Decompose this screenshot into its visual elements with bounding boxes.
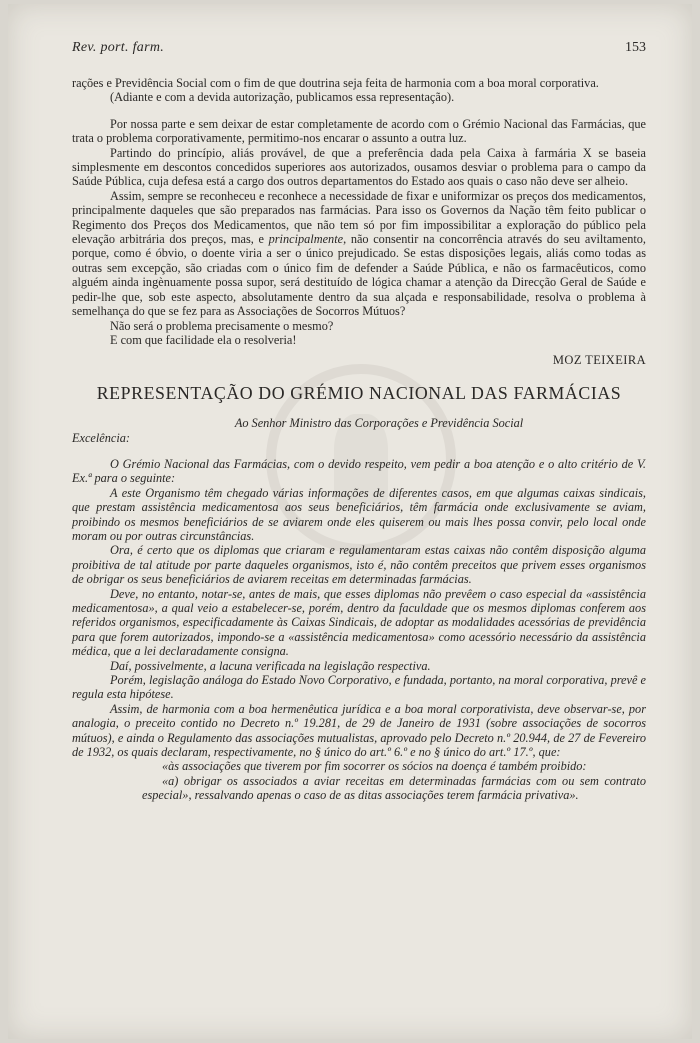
rep-paragraph-2: A este Organismo têm chegado várias informações de diferentes casos, em que algumas caixas sindicais, que prestam assistência medicamentosa aos seus beneficiários, têm farmácia onde exclusivamente se aviam, proibindo os mesmos beneficiários de se aviarem onde eles quiserem ou mais lhes possa convir, pelo local onde moram ou por outras circunstâncias.: [72, 485, 646, 543]
paragraph-2: Partindo do princípio, aliás provável, de que a preferência dada pela Caixa à farmária X se baseia simplesmente em descontos concedidos superiores aos autorizados, ousamos desviar o problema para o campo da Saúde Pública, cuja defesa está a cargo dos outros departamentos do Estado aos quais o caso não deve ser alheio.: [72, 145, 646, 189]
legal-quote: [72, 759, 646, 802]
quote-line-1: «às associações que tiverem por fim socorrer os sócios na doença é também proibido:: [162, 759, 587, 774]
addressee-line: Ao Senhor Ministro das Corporações e Previdência Social: [234, 416, 524, 431]
journal-title: Rev. port. farm.: [72, 40, 165, 55]
rep-paragraph-6: Porém, legislação análoga do Estado Novo Corporativo, e fundada, portanto, na moral corporativa, prevê e regula esta hipótese.: [72, 673, 646, 702]
rep-paragraph-1: O Grémio Nacional das Farmácias, com o devido respeito, vem pedir a boa atenção e o alto critério de V. Ex.ª para o seguinte:: [72, 456, 646, 486]
paragraph-1: Por nossa parte e sem deixar de estar completamente de acordo com o Grémio Nacional das Farmácias, que trata o problema corporativamente, permitimo-nos encarar o assunto a outra luz.: [72, 116, 646, 146]
document-page: [8, 4, 692, 1039]
paragraph-5: E com que facilidade ela o resolveria!: [110, 332, 297, 347]
page-number: 153: [625, 40, 646, 55]
paragraph-note: (Adiante e com a devida autorização, publicamos essa representação).: [110, 90, 455, 105]
page-header: [72, 40, 646, 62]
emphasis-principalmente: principalmente: [268, 232, 344, 247]
paragraph-4: Não será o problema precisamente o mesmo?: [110, 318, 334, 333]
rep-paragraph-7: Assim, de harmonia com a boa hermenêutica jurídica e a boa moral corporativista, deve observar-se, por analogia, o preceito contido no Decreto n.º 19.281, de 29 de Janeiro de 1931 (sobre associações de socorros mútuos), e ainda o Regulamento das associações mutualistas, aprovado pelo Decreto n.º 20.944, de 27 de Fevereiro de 1932, os quais declaram, respectivamente, no § único do art.º 6.º e no § único do art.º 17.º, que:: [72, 701, 646, 760]
section-title: REPRESENTAÇÃO DO GRÉMIO NACIONAL DAS FARMÁCIAS: [96, 382, 622, 403]
author-signature: MOZ TEIXEIRA: [552, 353, 646, 368]
page-body: [72, 76, 646, 803]
rep-paragraph-3: Ora, é certo que os diplomas que criaram e regulamentaram estas caixas não contêm disposição alguma proibitiva de tal atitude por parte daqueles organismos, isto é, não contêm preceitos que privem esses organismos de obrigar os seus beneficiários de aviarem receitas em determinadas farmácias.: [72, 543, 646, 587]
paragraph-continued: rações e Previdência Social com o fim de que doutrina seja feita de harmonia com a boa moral corporativa.: [72, 76, 599, 90]
rep-paragraph-4: Deve, no entanto, notar-se, antes de mais, que esses diplomas não prevêem o caso especial da «assistência medicamentosa», a qual veio a estabelecer-se, porém, dentro da faculdade que os mesmos diplomas conferem aos referidos organismos, especificadamente às Caixas Sindicais, de adoptar as modalidades acessórias de previdência para que forem autorizados, impondo-se a «assistência medicamentosa» como acessório necessário da assistência médica, que a lei declaradamente consigna.: [72, 586, 646, 659]
paragraph-3-part1: Assim, sempre se reconheceu e reconhece a necessidade de fixar e uniformizar os preços dos medicamentos, principalmente daqueles que são preparados nas farmácias. Para isso os Governos da Nação têm feito publicar o Regimento dos Preços dos Medicamentos, que não tem só por fim impossibilitar a exploração do público pela elevação arbitrária dos preços, mas, e: [72, 188, 646, 247]
paragraph-3: [72, 189, 646, 319]
salutation: Excelência:: [72, 430, 131, 445]
rep-paragraph-5: Daí, possivelmente, a lacuna verificada na legislação respectiva.: [110, 658, 431, 673]
quote-line-2: «a) obrigar os associados a aviar receitas em determinadas farmácias com ou sem contrato especial», ressalvando apenas o caso de as ditas associações terem farmácia privativa».: [142, 773, 646, 803]
paragraph-3-part2: , não consentir na concorrência através do seu aviltamento, porque, como é óbvio, o doente viria a ser o único prejudicado. Se estas disposições legais, aliás como todas as outras sem excepção, são criadas com o único fim de defender a Saúde Pública, e não os farmacêuticos, como alguém ainda ingènuamente possa supor, será destituído de lógica chamar a atenção da Direcção Geral de Saúde e pedir-lhe que, sob este aspecto, absolutamente dentro da sua alçada e responsabilidade, resolva o problema à semelhança do que se fez para as Associações de Socorros Mútuos?: [72, 232, 646, 319]
